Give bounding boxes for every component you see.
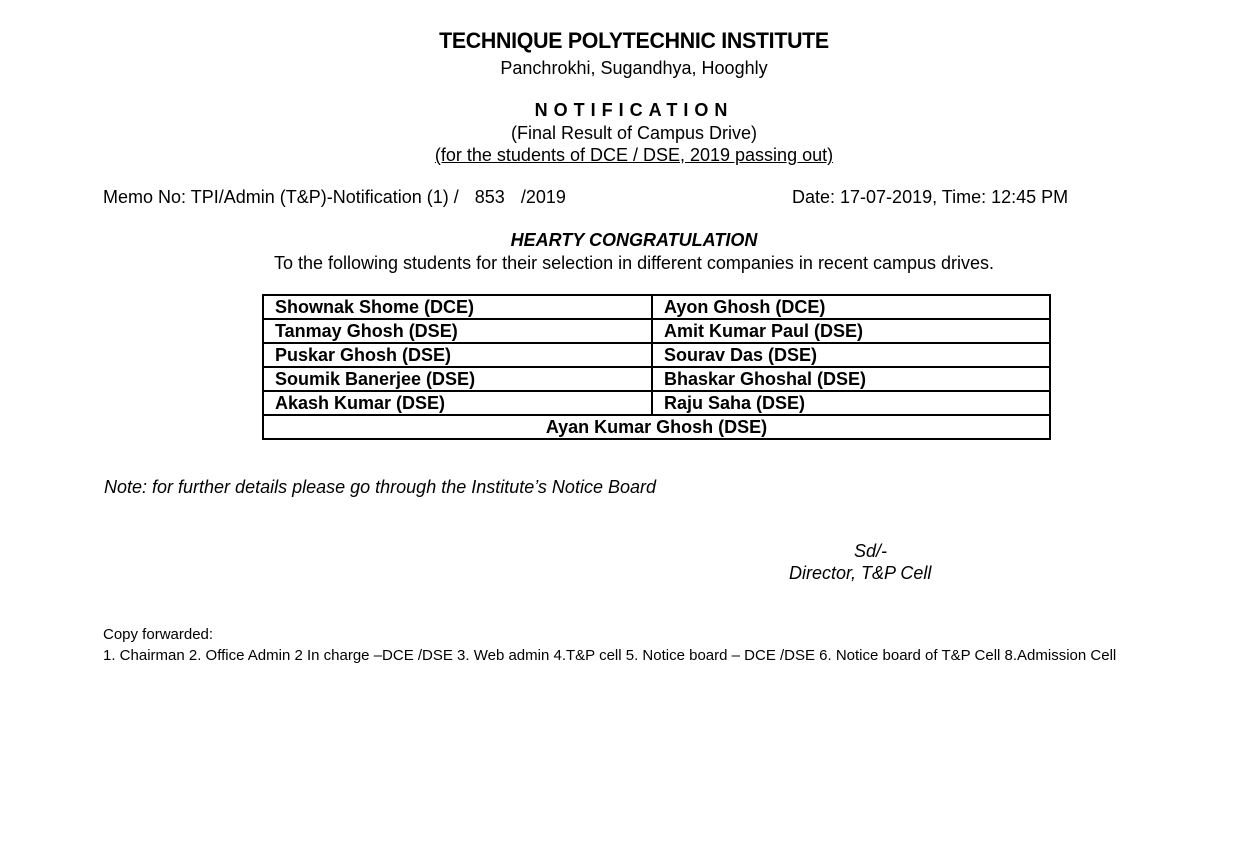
memo-year: /2019 bbox=[520, 187, 566, 207]
signature-mark: Sd/- bbox=[854, 541, 888, 561]
notification-subtitle: (Final Result of Campus Drive) bbox=[510, 123, 758, 143]
student-cell: Shownak Shome (DCE) bbox=[263, 295, 652, 319]
congratulation-heading: HEARTY CONGRATULATION bbox=[510, 230, 758, 250]
table-row bbox=[263, 295, 1050, 319]
institute-address: Panchrokhi, Sugandhya, Hooghly bbox=[500, 58, 768, 78]
copy-forwarded-list: 1. Chairman 2. Office Admin 2 In charge –DCE /DSE 3. Web admin 4.T&P cell 5. Notice board – DCE /DSE 6. Notice board of T&P Cell 8.Admission Cell bbox=[103, 647, 1117, 664]
memo-number bbox=[103, 187, 566, 208]
congratulation-intro: To the following students for their selection in different companies in recent campus drives. bbox=[273, 253, 995, 273]
signatory-title: Director, T&P Cell bbox=[789, 563, 932, 583]
table-row bbox=[263, 343, 1050, 367]
student-cell: Akash Kumar (DSE) bbox=[263, 391, 652, 415]
student-cell: Puskar Ghosh (DSE) bbox=[263, 343, 652, 367]
memo-date: Date: 17-07-2019, Time: 12:45 PM bbox=[792, 187, 1069, 207]
student-cell: Bhaskar Ghoshal (DSE) bbox=[652, 367, 1050, 391]
student-cell: Ayan Kumar Ghosh (DSE) bbox=[263, 415, 1050, 439]
table-row bbox=[263, 391, 1050, 415]
student-cell: Amit Kumar Paul (DSE) bbox=[652, 319, 1050, 343]
notification-scope-text: (for the students of DCE / DSE, 2019 passing out) bbox=[434, 145, 834, 165]
institute-name: TECHNIQUE POLYTECHNIC INSTITUTE bbox=[439, 28, 829, 53]
copy-forwarded-label: Copy forwarded: bbox=[103, 626, 214, 643]
student-cell: Tanmay Ghosh (DSE) bbox=[263, 319, 652, 343]
student-cell: Sourav Das (DSE) bbox=[652, 343, 1050, 367]
notification-scope bbox=[0, 145, 1243, 166]
table-row bbox=[263, 415, 1050, 439]
student-cell: Ayon Ghosh (DCE) bbox=[652, 295, 1050, 319]
student-cell: Soumik Banerjee (DSE) bbox=[263, 367, 652, 391]
selected-students-table bbox=[262, 294, 1051, 440]
memo-serial: 853 bbox=[474, 187, 505, 207]
notice-board-note: Note: for further details please go through the Institute’s Notice Board bbox=[104, 477, 656, 497]
table-row bbox=[263, 367, 1050, 391]
memo-prefix: Memo No: TPI/Admin (T&P)-Notification (1) / bbox=[103, 187, 459, 207]
notification-title: NOTIFICATION bbox=[534, 100, 734, 120]
student-cell: Raju Saha (DSE) bbox=[652, 391, 1050, 415]
table-row bbox=[263, 319, 1050, 343]
